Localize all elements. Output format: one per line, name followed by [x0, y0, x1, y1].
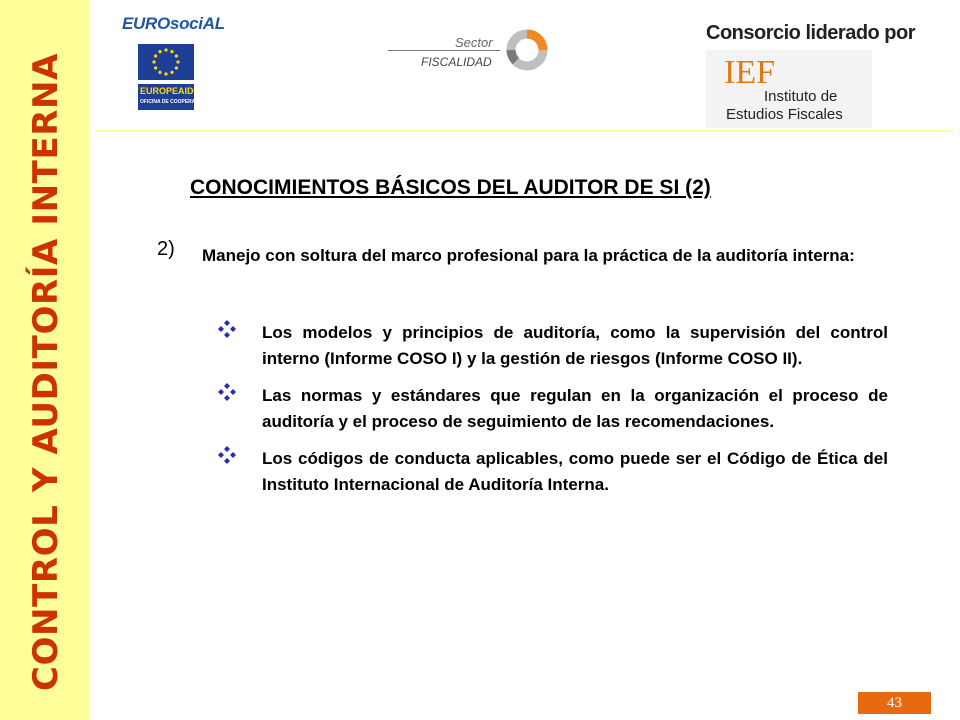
slide-title: CONOCIMIENTOS BÁSICOS DEL AUDITOR DE SI (2)	[190, 176, 711, 199]
ief-logo	[706, 50, 872, 128]
bullet-text: Los modelos y principios de auditoría, como la supervisión del control interno (Informe COSO I) y la gestión de riesgos (Informe COSO II).	[262, 323, 888, 368]
bullet-text: Los códigos de conducta aplicables, como puede ser el Código de Ética del Instituto Internacional de Auditoría Interna.	[262, 449, 888, 494]
sector-logo-rule	[388, 50, 500, 51]
four-diamond-icon	[218, 446, 236, 464]
four-diamond-icon	[218, 383, 236, 401]
sidebar-title: CONTROL Y AUDITORÍA INTERNA	[26, 52, 66, 692]
eurosocial-logo	[118, 8, 225, 108]
ief-name-line1: Instituto de	[764, 88, 838, 105]
item-number: 2)	[157, 238, 175, 260]
sidebar	[0, 0, 89, 720]
header-divider	[94, 130, 954, 132]
ief-monogram: IEF	[724, 54, 775, 91]
eurosocial-wordmark: EUROsociAL	[122, 14, 225, 33]
bullet-list	[218, 320, 888, 509]
page-number: 43	[858, 692, 931, 714]
fiscalidad-label: FISCALIDAD	[421, 55, 492, 69]
eu-flag-icon	[138, 44, 194, 80]
europeaid-sublabel: OFICINA DE COOPERACIÓN	[140, 99, 208, 105]
intro-text: Manejo con soltura del marco profesional para la práctica de la auditoría interna:	[202, 246, 855, 265]
bullet-text: Las normas y estándares que regulan en la organización el proceso de auditoría y el proceso de seguimiento de las recomendaciones.	[262, 386, 888, 431]
sector-fiscalidad-logo	[385, 22, 555, 82]
europeaid-logo	[138, 84, 208, 110]
list-item	[218, 446, 888, 498]
list-item	[218, 383, 888, 435]
consortium-label: Consorcio liderado por	[706, 22, 916, 44]
europeaid-label: EUROPEAID	[140, 86, 194, 96]
list-item	[218, 320, 888, 372]
four-diamond-icon	[218, 320, 236, 338]
sector-ring-icon	[503, 26, 551, 74]
ief-name-line2: Estudios Fiscales	[726, 106, 843, 123]
sector-label: Sector	[455, 35, 493, 50]
